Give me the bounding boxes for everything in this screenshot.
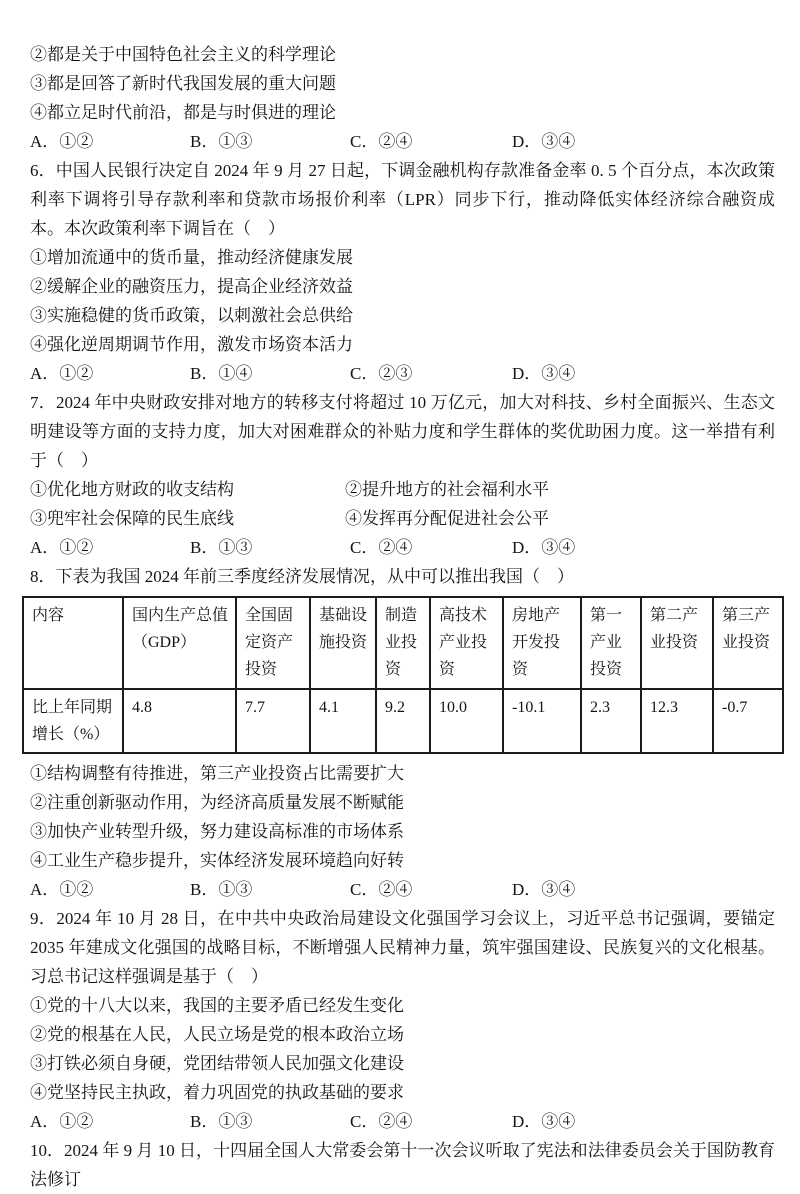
q5-option-4: ④都立足时代前沿，都是与时俱进的理论	[30, 103, 336, 122]
q6-option-1: ①增加流通中的货币量，推动经济健康发展	[30, 248, 353, 267]
q9-option-1: ①党的十八大以来，我国的主要矛盾已经发生变化	[30, 996, 404, 1015]
table-data-row	[23, 689, 783, 753]
q6-choice-d: D．③④	[512, 364, 576, 383]
q9-stem: 9．2024 年 10 月 28 日，在中共中央政治局建设文化强国学习会议上，习近平总书记强调，要锚定 2035 年建成文化强国的战略目标，不断增强人民精神力量，筑牢强国建设、民族复兴的文化根基。习总书记这样强调是基于（ ）	[30, 909, 775, 986]
table-header-cell: 高技术产业投资	[430, 597, 503, 689]
table-value-cell: 10.0	[430, 689, 503, 753]
q6-option-3: ③实施稳健的货币政策，以刺激社会总供给	[30, 306, 353, 325]
q5-choice-row	[30, 127, 775, 156]
q5-option-3: ③都是回答了新时代我国发展的重大问题	[30, 74, 336, 93]
table-value-cell: 12.3	[641, 689, 713, 753]
q5-choice-a: A．①②	[30, 132, 94, 151]
q9-option-3: ③打铁必须自身硬，党团结带领人民加强文化建设	[30, 1054, 404, 1073]
q6-choice-a: A．①②	[30, 364, 94, 383]
table-header-cell: 第一产业投资	[581, 597, 641, 689]
table-value-cell: -0.7	[713, 689, 783, 753]
q8-option-4: ④工业生产稳步提升，实体经济发展环境趋向好转	[30, 851, 404, 870]
table-header-cell: 房地产开发投资	[503, 597, 581, 689]
q6-choice-row	[30, 359, 775, 388]
table-header-cell: 制造业投资	[376, 597, 430, 689]
q5-choice-c: C．②④	[350, 132, 413, 151]
q7-option-2: ②提升地方的社会福利水平	[345, 480, 549, 499]
q9-option-4: ④党坚持民主执政，着力巩固党的执政基础的要求	[30, 1083, 404, 1102]
q7-option-row-2	[30, 504, 775, 533]
q9-choice-a: A．①②	[30, 1112, 94, 1131]
q5-option-2: ②都是关于中国特色社会主义的科学理论	[30, 45, 336, 64]
q8-option-1: ①结构调整有待推进，第三产业投资占比需要扩大	[30, 764, 404, 783]
q6-stem: 6．中国人民银行决定自 2024 年 9 月 27 日起，下调金融机构存款准备金率 0. 5 个百分点，本次政策利率下调将引导存款利率和贷款市场报价利率（LPR）同步下行，推动降低实体经济综合融资成本。本次政策利率下调旨在（ ）	[30, 161, 775, 238]
q7-choice-a: A．①②	[30, 538, 94, 557]
table-header-cell: 第三产业投资	[713, 597, 783, 689]
table-value-cell: 4.8	[123, 689, 236, 753]
table-value-cell: -10.1	[503, 689, 581, 753]
q7-option-3: ③兜牢社会保障的民生底线	[30, 509, 234, 528]
q9-choice-d: D．③④	[512, 1112, 576, 1131]
q7-choice-d: D．③④	[512, 538, 576, 557]
question-9-block	[30, 904, 775, 1136]
q8-choice-d: D．③④	[512, 880, 576, 899]
question-8-block	[30, 562, 775, 904]
q5-choice-d: D．③④	[512, 132, 576, 151]
q8-stem: 8．下表为我国 2024 年前三季度经济发展情况，从中可以推出我国（ ）	[30, 567, 574, 586]
q8-choice-c: C．②④	[350, 880, 413, 899]
q7-option-row-1	[30, 475, 775, 504]
question-6-block	[30, 156, 775, 388]
table-value-cell: 7.7	[236, 689, 310, 753]
table-value-cell: 9.2	[376, 689, 430, 753]
q9-option-2: ②党的根基在人民，人民立场是党的根本政治立场	[30, 1025, 404, 1044]
q6-choice-b: B．①④	[190, 364, 253, 383]
q8-choice-row	[30, 875, 775, 904]
q8-option-3: ③加快产业转型升级，努力建设高标准的市场体系	[30, 822, 404, 841]
table-header-cell: 内容	[23, 597, 123, 689]
question-10-block	[30, 1136, 775, 1194]
table-header-cell: 第二产业投资	[641, 597, 713, 689]
table-header-row	[23, 597, 783, 689]
q6-option-2: ②缓解企业的融资压力，提高企业经济效益	[30, 277, 353, 296]
q8-choice-b: B．①③	[190, 880, 253, 899]
q7-stem: 7．2024 年中央财政安排对地方的转移支付将超过 10 万亿元，加大对科技、乡村全面振兴、生态文明建设等方面的支持力度，加大对困难群众的补贴力度和学生群体的奖优助困力度。这一举措有利于（ ）	[30, 393, 775, 470]
q8-option-2: ②注重创新驱动作用，为经济高质量发展不断赋能	[30, 793, 404, 812]
question-5-block	[30, 40, 775, 156]
q6-choice-c: C．②③	[350, 364, 413, 383]
q7-option-4: ④发挥再分配促进社会公平	[345, 509, 549, 528]
table-header-cell: 国内生产总值（GDP）	[123, 597, 236, 689]
q9-choice-row	[30, 1107, 775, 1136]
question-7-block	[30, 388, 775, 562]
q6-option-4: ④强化逆周期调节作用，激发市场资本活力	[30, 335, 353, 354]
q7-option-1: ①优化地方财政的收支结构	[30, 480, 234, 499]
q7-choice-b: B．①③	[190, 538, 253, 557]
q5-choice-b: B．①③	[190, 132, 253, 151]
economy-data-table	[22, 596, 784, 754]
table-value-cell: 4.1	[310, 689, 376, 753]
q9-choice-b: B．①③	[190, 1112, 253, 1131]
q9-choice-c: C．②④	[350, 1112, 413, 1131]
q7-choice-row	[30, 533, 775, 562]
q8-choice-a: A．①②	[30, 880, 94, 899]
q7-choice-c: C．②④	[350, 538, 413, 557]
table-row-label: 比上年同期增长（%）	[23, 689, 123, 753]
table-header-cell: 基础设施投资	[310, 597, 376, 689]
q10-stem: 10．2024 年 9 月 10 日，十四届全国人大常委会第十一次会议听取了宪法和法律委员会关于国防教育法修订	[30, 1141, 775, 1189]
table-header-cell: 全国固定资产投资	[236, 597, 310, 689]
table-value-cell: 2.3	[581, 689, 641, 753]
